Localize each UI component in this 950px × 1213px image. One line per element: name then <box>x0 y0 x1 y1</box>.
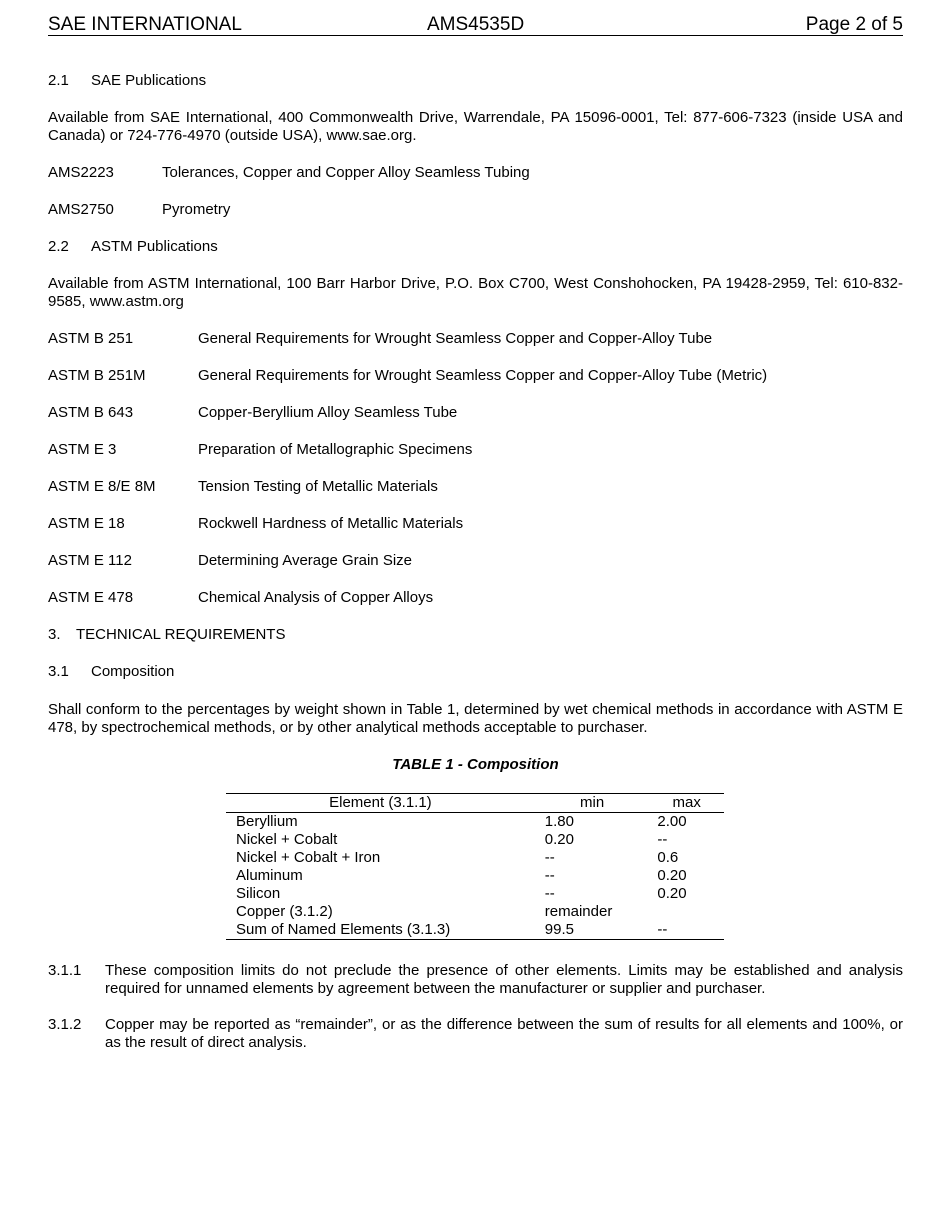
reference-row <box>48 164 903 182</box>
table-row <box>226 831 724 849</box>
reference-title: Tension Testing of Metallic Materials <box>198 478 438 495</box>
header-doc-id: AMS4535D <box>427 14 525 35</box>
cell-element: Copper (3.1.2) <box>236 903 333 920</box>
column-header-element: Element (3.1.1) <box>226 794 535 813</box>
reference-code: ASTM B 251M <box>48 367 146 384</box>
section-3-heading <box>48 626 285 644</box>
reference-code: ASTM E 18 <box>48 515 125 532</box>
note-3-1-1 <box>48 962 903 998</box>
reference-title: Determining Average Grain Size <box>198 552 412 569</box>
cell-min: 1.80 <box>544 813 574 830</box>
reference-title: Copper-Beryllium Alloy Seamless Tube <box>198 404 458 421</box>
cell-element: Beryllium <box>236 813 298 830</box>
cell-min: 99.5 <box>535 921 650 940</box>
reference-row <box>48 552 903 570</box>
table-header-row <box>226 794 724 813</box>
section-number: 3. <box>48 626 61 643</box>
reference-code: ASTM B 643 <box>48 404 134 421</box>
cell-max: 0.20 <box>657 867 687 884</box>
reference-title: Rockwell Hardness of Metallic Materials <box>198 515 464 532</box>
reference-row <box>48 589 903 607</box>
reference-row <box>48 515 903 533</box>
cell-min: 0.20 <box>544 831 574 848</box>
composition-paragraph: Shall conform to the percentages by weight shown in Table 1, determined by wet chemical methods in accordance with ASTM E 478, by spectrochemical methods, or by other analytical methods acceptable to purchaser. <box>48 701 903 736</box>
header-org: SAE INTERNATIONAL <box>48 14 242 35</box>
reference-row <box>48 201 903 219</box>
cell-element: Aluminum <box>236 867 303 884</box>
reference-code: ASTM E 3 <box>48 441 117 458</box>
column-header-min: min <box>535 794 650 813</box>
cell-element: Nickel + Cobalt <box>236 831 338 848</box>
table-row <box>226 885 724 903</box>
reference-code: AMS2223 <box>48 164 114 181</box>
page-header <box>48 13 903 36</box>
cell-max <box>649 903 724 921</box>
reference-row <box>48 404 903 422</box>
note-text: These composition limits do not preclude the presence of other elements. Limits may be established and analysis required for unnamed elements by agreement between the manufacturer or supplier and purchaser. <box>105 962 903 997</box>
reference-title: Pyrometry <box>162 201 231 218</box>
reference-title: Chemical Analysis of Copper Alloys <box>198 589 434 606</box>
cell-max: -- <box>657 831 668 848</box>
note-number: 3.1.1 <box>48 962 82 979</box>
sae-availability-paragraph: Available from SAE International, 400 Commonwealth Drive, Warrendale, PA 15096-0001, Tel: 877-606-7323 (inside USA and Canada) or 724-776-4970 (outside USA), www.sae.org. <box>48 109 903 144</box>
table-row <box>226 921 724 940</box>
reference-code: AMS2750 <box>48 201 114 218</box>
reference-title: Tolerances, Copper and Copper Alloy Seamless Tubing <box>162 164 530 181</box>
cell-element: Sum of Named Elements (3.1.3) <box>226 921 535 940</box>
reference-row <box>48 367 903 385</box>
cell-max: 0.6 <box>657 849 679 866</box>
astm-availability-paragraph: Available from ASTM International, 100 Barr Harbor Drive, P.O. Box C700, West Conshohocken, PA 19428-2959, Tel: 610-832-9585, www.astm.org <box>48 275 903 310</box>
cell-max: -- <box>649 921 724 940</box>
section-2-1-heading <box>48 72 206 90</box>
table-row <box>226 867 724 885</box>
cell-min: -- <box>544 885 555 902</box>
reference-code: ASTM E 478 <box>48 589 134 606</box>
table-caption: TABLE 1 - Composition <box>392 756 559 773</box>
section-2-2-heading <box>48 238 218 256</box>
cell-max: 2.00 <box>657 813 687 830</box>
reference-title: General Requirements for Wrought Seamless Copper and Copper-Alloy Tube (Metric) <box>198 367 768 384</box>
reference-row <box>48 441 903 459</box>
reference-code: ASTM E 8/E 8M <box>48 478 156 495</box>
reference-code: ASTM B 251 <box>48 330 134 347</box>
note-number: 3.1.2 <box>48 1016 82 1033</box>
reference-code: ASTM E 112 <box>48 552 132 569</box>
header-page-number: Page 2 of 5 <box>805 14 903 35</box>
note-3-1-2 <box>48 1016 903 1052</box>
cell-max: 0.20 <box>657 885 687 902</box>
composition-table <box>226 793 724 940</box>
table-row <box>226 813 724 832</box>
cell-element: Silicon <box>236 885 281 902</box>
cell-element: Nickel + Cobalt + Iron <box>236 849 381 866</box>
section-number: 3.1 <box>48 663 69 680</box>
reference-title: Preparation of Metallographic Specimens <box>198 441 473 458</box>
section-3-1-heading <box>48 663 174 681</box>
section-title: Composition <box>91 663 175 680</box>
section-number: 2.1 <box>48 72 69 89</box>
table-row <box>226 903 724 921</box>
cell-min: remainder <box>544 903 613 920</box>
section-title: ASTM Publications <box>91 238 218 255</box>
section-number: 2.2 <box>48 238 69 255</box>
note-text: Copper may be reported as “remainder”, or as the difference between the sum of results for all elements and 100%, or as the result of direct analysis. <box>105 1016 903 1051</box>
section-title: TECHNICAL REQUIREMENTS <box>76 626 286 643</box>
column-header-max: max <box>649 794 724 813</box>
section-title: SAE Publications <box>91 72 207 89</box>
reference-title: General Requirements for Wrought Seamless Copper and Copper-Alloy Tube <box>198 330 713 347</box>
table-row <box>226 849 724 867</box>
reference-row <box>48 478 903 496</box>
cell-min: -- <box>544 867 555 884</box>
reference-row <box>48 330 903 348</box>
document-page <box>48 0 903 1213</box>
cell-min: -- <box>544 849 555 866</box>
